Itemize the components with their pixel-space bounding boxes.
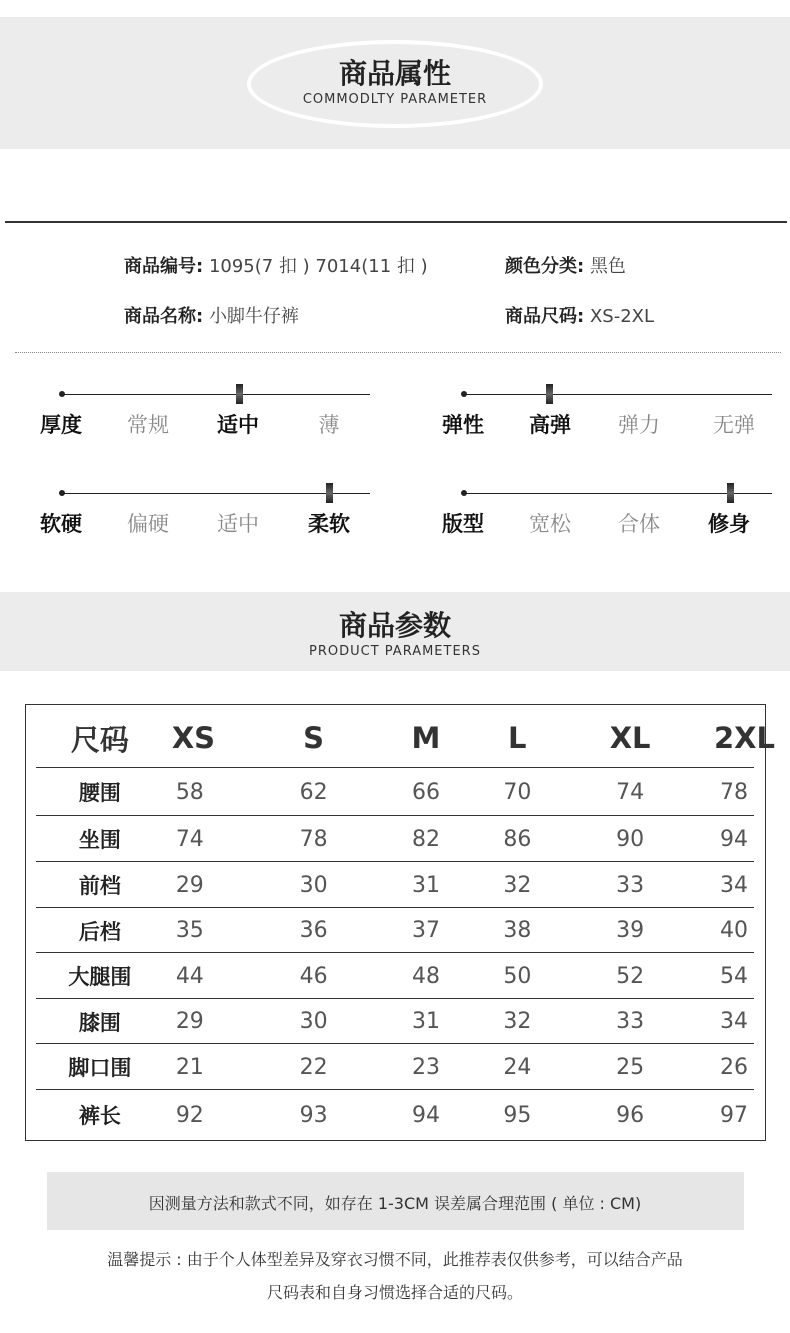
row-label: 脚口围 (68, 1056, 132, 1080)
table-cell: 32 (503, 1009, 532, 1034)
header-xl: XL (609, 721, 651, 755)
table-cell: 94 (720, 826, 749, 852)
table-cell: 37 (411, 918, 440, 943)
table-cell: 34 (720, 872, 749, 898)
header-2xl: 2XL (713, 721, 776, 755)
header-l: L (508, 721, 527, 755)
table-cell: 66 (411, 779, 440, 805)
table-row (36, 907, 754, 953)
header-xs: XS (171, 721, 216, 755)
table-cell: 23 (411, 1054, 440, 1080)
table-cell: 38 (503, 918, 532, 943)
table-cell: 31 (411, 872, 440, 898)
dotted-divider (15, 352, 781, 353)
softness-scale-line (62, 493, 370, 494)
table-row (36, 1089, 754, 1140)
fit-scale-line (464, 493, 772, 494)
table-cell: 35 (175, 918, 204, 943)
thickness-scale-marker (236, 384, 243, 404)
row-label: 坐围 (78, 828, 121, 852)
table-cell: 29 (175, 872, 204, 898)
row-label: 腰围 (78, 781, 121, 805)
header-size: 尺码 (70, 722, 129, 757)
product-name-label: 商品名称: (124, 306, 204, 327)
parameters-subtitle: PRODUCT PARAMETERS (309, 644, 481, 659)
softness-option-medium: 适中 (217, 512, 259, 536)
table-cell: 50 (503, 963, 532, 989)
table-cell: 33 (616, 872, 645, 898)
table-cell: 31 (411, 1009, 440, 1034)
elasticity-label: 弹性 (442, 413, 484, 437)
parameters-title: 商品参数 (338, 609, 451, 642)
header-s: S (303, 721, 325, 755)
softness-label: 软硬 (40, 512, 82, 536)
table-row (36, 1043, 754, 1090)
table-cell: 58 (175, 779, 204, 805)
section-divider (5, 221, 787, 223)
table-cell: 26 (720, 1054, 749, 1080)
table-cell: 92 (175, 1102, 204, 1128)
table-cell: 24 (503, 1054, 532, 1080)
table-cell: 78 (299, 826, 328, 852)
table-cell: 82 (411, 826, 440, 852)
table-cell: 22 (299, 1054, 328, 1080)
attributes-subtitle: COMMODLTY PARAMETER (302, 92, 488, 107)
table-cell: 93 (299, 1102, 328, 1128)
product-name-row (124, 302, 299, 328)
elasticity-scale-line (464, 394, 772, 395)
table-row (36, 767, 754, 816)
thickness-label: 厚度 (40, 413, 82, 437)
fit-option-slim: 修身 (708, 512, 750, 536)
thickness-option-thin: 薄 (318, 413, 340, 437)
table-cell: 74 (175, 826, 204, 852)
row-label: 前档 (78, 874, 121, 898)
header-m: M (411, 721, 441, 755)
softness-scale-marker (326, 483, 333, 503)
table-cell: 78 (720, 779, 749, 805)
softness-option-soft: 柔软 (308, 512, 350, 536)
table-cell: 62 (299, 779, 328, 805)
table-cell: 46 (299, 963, 328, 989)
softness-option-hard: 偏硬 (127, 512, 169, 536)
fit-option-loose: 宽松 (529, 512, 571, 536)
table-cell: 39 (616, 918, 645, 943)
fit-scale-marker (727, 483, 734, 503)
fit-label: 版型 (442, 512, 484, 536)
elasticity-option-high: 高弹 (529, 413, 571, 437)
size-range-label: 商品尺码: (505, 306, 585, 327)
measurement-note: 因测量方法和款式不同，如存在 1-3CM 误差属合理范围 ( 单位 : CM) (148, 1194, 642, 1213)
elasticity-scale-marker (546, 384, 553, 404)
row-label: 大腿围 (68, 965, 132, 989)
elasticity-option-stretch: 弹力 (618, 413, 660, 437)
row-label: 后档 (78, 919, 121, 944)
table-cell: 33 (616, 1009, 645, 1034)
color-label: 颜色分类: (505, 256, 585, 277)
size-range-value: XS-2XL (589, 306, 655, 327)
table-cell: 36 (299, 918, 328, 943)
product-code-row (124, 252, 428, 278)
product-code-value: 1095(7 扣 ) 7014(11 扣 ) (208, 256, 428, 277)
elasticity-option-none: 无弹 (713, 413, 755, 437)
table-cell: 97 (720, 1102, 749, 1128)
table-cell: 25 (616, 1054, 645, 1080)
table-cell: 94 (411, 1102, 440, 1128)
table-cell: 48 (411, 963, 440, 989)
table-cell: 52 (616, 963, 645, 989)
table-cell: 86 (503, 826, 532, 852)
table-cell: 21 (175, 1054, 204, 1080)
thickness-scale-line (62, 394, 370, 395)
table-cell: 95 (503, 1102, 532, 1128)
table-cell: 90 (616, 826, 645, 852)
size-table-header (36, 710, 776, 766)
color-value: 黑色 (589, 256, 626, 277)
table-cell: 74 (616, 779, 645, 805)
table-cell: 70 (503, 779, 532, 805)
thickness-option-medium: 适中 (217, 413, 259, 437)
fit-option-regular: 合体 (618, 512, 660, 536)
row-label: 膝围 (78, 1010, 121, 1035)
product-name-value: 小脚牛仔裤 (208, 306, 299, 327)
table-cell: 44 (175, 963, 204, 989)
row-label: 裤长 (78, 1104, 121, 1128)
product-code-label: 商品编号: (124, 256, 204, 277)
size-range-row (505, 302, 654, 328)
attributes-title: 商品属性 (338, 57, 451, 90)
table-row (36, 815, 754, 862)
table-row (36, 998, 754, 1044)
table-cell: 54 (720, 963, 749, 989)
tip-line-1: 温馨提示 : 由于个人体型差异及穿衣习惯不同，此推荐表仅供参考，可以结合产品 (107, 1250, 683, 1269)
table-cell: 32 (503, 872, 532, 898)
table-row (36, 952, 754, 999)
thickness-option-regular: 常规 (127, 413, 169, 437)
table-cell: 96 (616, 1102, 645, 1128)
table-cell: 34 (720, 1009, 749, 1034)
table-cell: 30 (299, 1009, 328, 1034)
table-cell: 40 (720, 918, 749, 943)
table-row (36, 861, 754, 908)
table-cell: 29 (175, 1009, 204, 1034)
table-cell: 30 (299, 872, 328, 898)
color-row (505, 252, 626, 278)
tip-line-2: 尺码表和自身习惯选择合适的尺码。 (266, 1283, 523, 1302)
